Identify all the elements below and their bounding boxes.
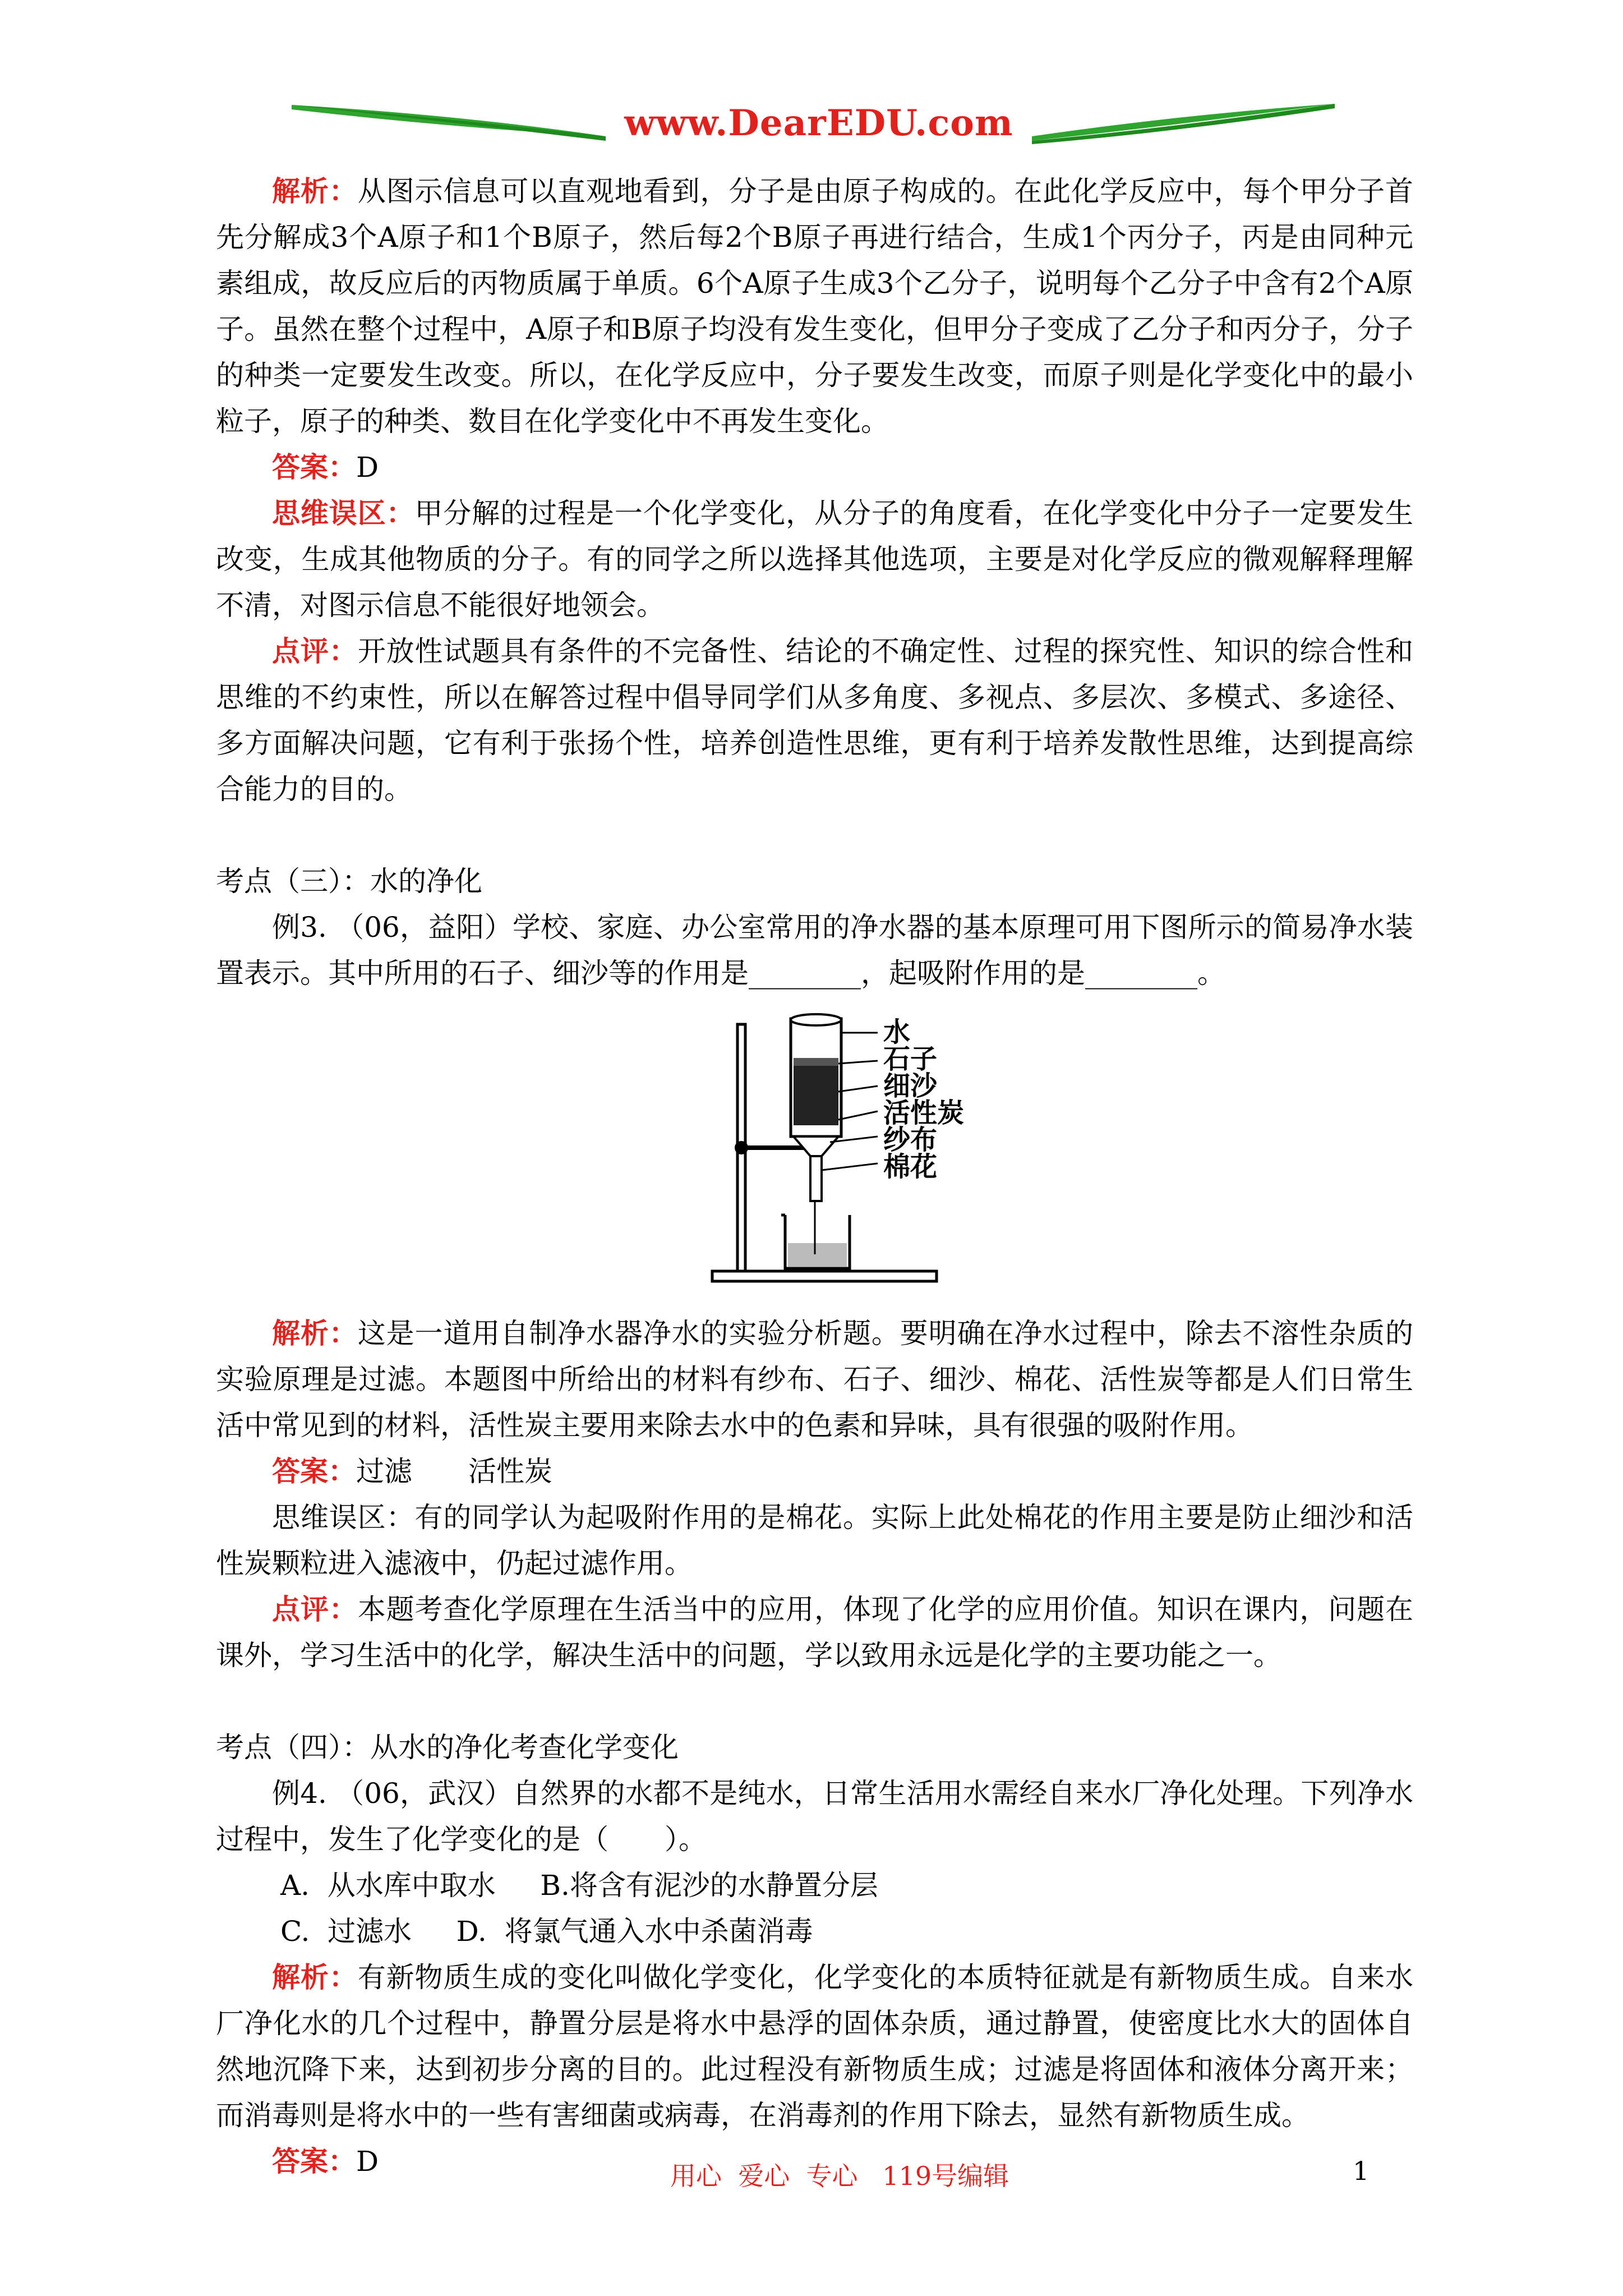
figure-label-activated-carbon: 活性炭 bbox=[883, 1097, 965, 1129]
question-paragraph: 例3. （06，益阳）学校、家庭、办公室常用的净水器的基本原理可用下图所示的简易净水装置表示。其中所用的石子、细沙等的作用是________，起吸附作用的是________。 bbox=[216, 911, 1413, 990]
water-filter-figure bbox=[216, 996, 1413, 1310]
analysis-text: 这是一道用自制净水器净水的实验分析题。要明确在净水过程中，除去不溶性杂质的实验原理是过滤。本题图中所给出的材料有纱布、石子、细沙、棉花、活性炭等都是人们日常生活中常见到的材料，活性炭主要用来除去水中的色素和异味，具有很强的吸附作用。 bbox=[216, 1317, 1414, 1442]
analysis-label: 解析： bbox=[272, 1317, 358, 1350]
answer-paragraph bbox=[216, 1448, 1413, 1494]
comment-label: 点评： bbox=[272, 1593, 358, 1626]
comment-paragraph bbox=[216, 628, 1413, 812]
answer-text: 过滤 活性炭 bbox=[356, 1455, 552, 1488]
analysis-text: 有新物质生成的变化叫做化学变化，化学变化的本质特征就是有新物质生成。自来水厂净化水的几个过程中，静置分层是将水中悬浮的固体杂质，通过静置，使密度比水大的固体自然地沉降下来，达到初步分离的目的。此过程没有新物质生成；过滤是将固体和液体分离开来；而消毒则是将水中的一些有害细菌或病毒，在消毒剂的作用下除去，显然有新物质生成。 bbox=[216, 1961, 1414, 2132]
mistake-paragraph: 思维误区：有的同学认为起吸附作用的是棉花。实际上此处棉花的作用主要是防止细沙和活性炭颗粒进入滤液中，仍起过滤作用。 bbox=[216, 1501, 1413, 1580]
answer-label: 答案： bbox=[272, 1455, 356, 1488]
analysis-paragraph bbox=[216, 1310, 1413, 1448]
figure-label-stones: 石子 bbox=[883, 1043, 938, 1075]
figure-label-cotton: 棉花 bbox=[883, 1151, 938, 1182]
figure-label-water: 水 bbox=[883, 1016, 911, 1048]
comment-paragraph bbox=[216, 1586, 1413, 1678]
page-footer bbox=[0, 2156, 1623, 2195]
mistake-paragraph bbox=[216, 490, 1413, 628]
options-line-ab: A. 从水库中取水 B.将含有泥沙的水静置分层 bbox=[280, 1869, 878, 1902]
page-number: 1 bbox=[1353, 2156, 1370, 2186]
comment-label: 点评： bbox=[272, 634, 358, 668]
section-heading: 考点（三）：水的净化 bbox=[216, 865, 482, 898]
mistake-text: 甲分解的过程是一个化学变化，从分子的角度看，在化学变化中分子一定要发生改变，生成其他物质的分子。有的同学之所以选择其他选项，主要是对化学反应的微观解释理解不清，对图示信息不能很好地领会。 bbox=[216, 497, 1414, 622]
section-heading: 考点（四）：从水的净化考查化学变化 bbox=[216, 1731, 679, 1764]
answer-label: 答案： bbox=[272, 450, 356, 484]
answer-label: 答案： bbox=[272, 2145, 356, 2178]
answer-text: D bbox=[356, 2145, 379, 2178]
analysis-text: 从图示信息可以直观地看到，分子是由原子构成的。在此化学反应中，每个甲分子首先分解成3个A原子和1个B原子，然后每2个B原子再进行结合，生成1个丙分子，丙是由同种元素组成，故反应后的丙物质属于单质。6个A原子生成3个乙分子，说明每个乙分子中含有2个A原子。虽然在整个过程中，A原子和B原子均没有发生变化，但甲分子变成了乙分子和丙分子，分子的种类一定要发生改变。所以，在化学反应中，分子要发生改变，而原子则是化学变化中的最小粒子，原子的种类、数目在化学变化中不再发生变化。 bbox=[216, 175, 1414, 438]
analysis-paragraph bbox=[216, 168, 1413, 444]
answer-paragraph bbox=[216, 444, 1413, 490]
footer-text: 用心 爱心 专心 119号编辑 bbox=[670, 2161, 1009, 2191]
comment-text: 本题考查化学原理在生活当中的应用，体现了化学的应用价值。知识在课内，问题在课外，学习生活中的化学，解决生活中的问题，学以致用永远是化学的主要功能之一。 bbox=[216, 1593, 1414, 1672]
comment-text: 开放性试题具有条件的不完备性、结论的不确定性、过程的探究性、知识的综合性和思维的不约束性，所以在解答过程中倡导同学们从多角度、多视点、多层次、多模式、多途径、多方面解决问题，它有利于张扬个性，培养创造性思维，更有利于培养发散性思维，达到提高综合能力的目的。 bbox=[216, 635, 1414, 806]
header-logo bbox=[292, 93, 1335, 160]
analysis-label: 解析： bbox=[272, 174, 358, 208]
mistake-label: 思维误区： bbox=[272, 496, 415, 530]
question-paragraph: 例4. （06，武汉）自然界的水都不是纯水，日常生活用水需经自来水厂净化处理。下列净水过程中，发生了化学变化的是（ ）。 bbox=[216, 1777, 1413, 1856]
analysis-paragraph bbox=[216, 1954, 1413, 2138]
answer-text: D bbox=[356, 451, 379, 484]
site-logo-text: www.DearEDU.com bbox=[624, 102, 1013, 144]
figure-label-fine-sand: 细沙 bbox=[883, 1070, 938, 1102]
options-line-cd: C. 过滤水 D. 将氯气通入水中杀菌消毒 bbox=[280, 1915, 813, 1948]
figure-label-gauze: 纱布 bbox=[883, 1124, 938, 1156]
main-content bbox=[216, 168, 1413, 2184]
analysis-label: 解析： bbox=[272, 1961, 358, 1994]
